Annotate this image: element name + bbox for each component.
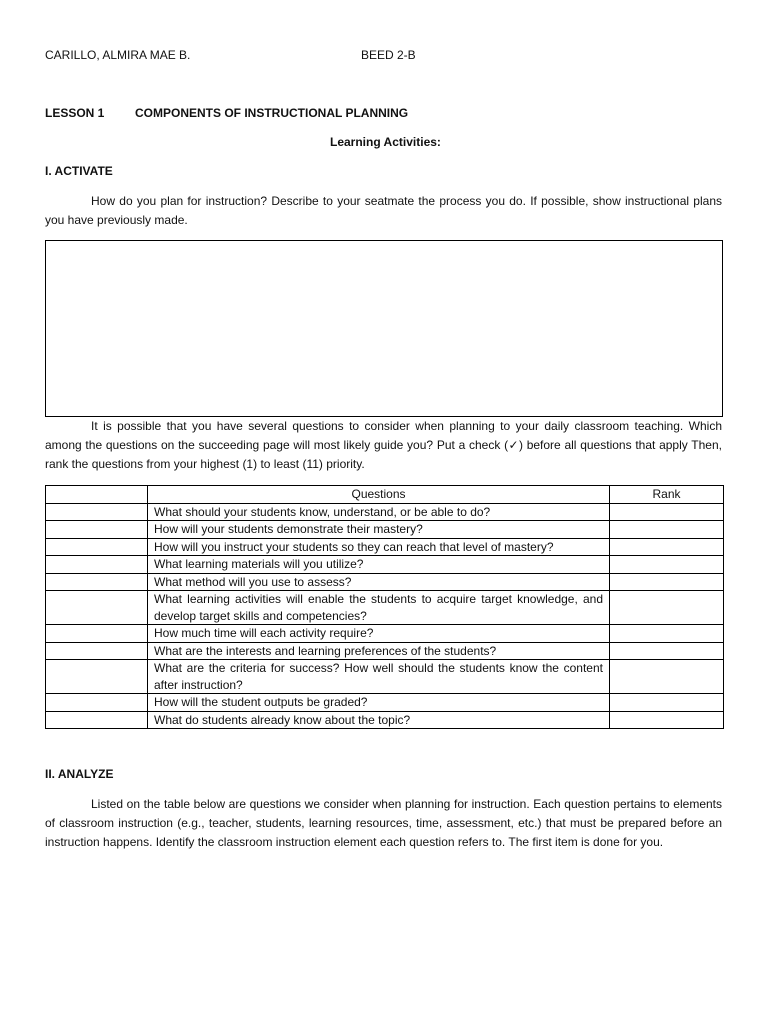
- check-cell[interactable]: [46, 521, 148, 539]
- analyze-instructions: Listed on the table below are questions we consider when planning for instruction. Each question pertains to elements of classroom instruction (e.g., teacher, students, learning resources, time, assessment, etc.) that must be prepared before an instruction happens. Identify the classroom instruction element each question refers to. The first item is done for you.: [45, 797, 722, 849]
- table-row: [46, 660, 724, 694]
- question-cell: What are the interests and learning preferences of the students?: [148, 642, 610, 660]
- check-cell[interactable]: [46, 642, 148, 660]
- activate-prompt: How do you plan for instruction? Describe to your seatmate the process you do. If possible, show instructional plans you have previously made.: [45, 194, 722, 227]
- table-row: [46, 591, 724, 625]
- question-cell: What do students already know about the topic?: [148, 711, 610, 729]
- question-cell: How will your students demonstrate their mastery?: [148, 521, 610, 539]
- question-cell: What should your students know, understand, or be able to do?: [148, 503, 610, 521]
- check-cell[interactable]: [46, 503, 148, 521]
- table-header-row: [46, 486, 724, 504]
- question-cell: What are the criteria for success? How well should the students know the content after instruction?: [148, 660, 610, 694]
- rank-cell[interactable]: [610, 694, 724, 712]
- table-row: [46, 538, 724, 556]
- rank-cell[interactable]: [610, 711, 724, 729]
- rank-cell[interactable]: [610, 642, 724, 660]
- check-cell[interactable]: [46, 556, 148, 574]
- rank-cell[interactable]: [610, 503, 724, 521]
- question-cell: What method will you use to assess?: [148, 573, 610, 591]
- learning-activities-title: Learning Activities:: [330, 135, 441, 149]
- table-row: [46, 711, 724, 729]
- check-column-header: [46, 486, 148, 504]
- check-cell[interactable]: [46, 573, 148, 591]
- rank-column-header: Rank: [610, 486, 724, 504]
- questions-table: [45, 485, 724, 729]
- table-row: [46, 521, 724, 539]
- question-cell: How will the student outputs be graded?: [148, 694, 610, 712]
- question-cell: What learning activities will enable the students to acquire target knowledge, and develop target skills and competencies?: [148, 591, 610, 625]
- table-row: [46, 503, 724, 521]
- lesson-number: LESSON 1: [45, 106, 105, 120]
- check-cell[interactable]: [46, 660, 148, 694]
- rank-cell[interactable]: [610, 556, 724, 574]
- check-cell[interactable]: [46, 538, 148, 556]
- table-row: [46, 694, 724, 712]
- check-cell[interactable]: [46, 625, 148, 643]
- activate-instructions: It is possible that you have several questions to consider when planning to your daily classroom teaching. Which among the questions on the succeeding page will most likely guide you? Put a check (✓) before all questions that apply Then, rank the questions from your highest (1) to least (11) priority.: [45, 419, 722, 471]
- question-cell: How much time will each activity require?: [148, 625, 610, 643]
- analyze-heading: II. ANALYZE: [45, 767, 114, 781]
- lesson-title: COMPONENTS OF INSTRUCTIONAL PLANNING: [135, 106, 409, 120]
- rank-cell[interactable]: [610, 573, 724, 591]
- question-cell: What learning materials will you utilize?: [148, 556, 610, 574]
- table-row: [46, 556, 724, 574]
- rank-cell[interactable]: [610, 521, 724, 539]
- check-cell[interactable]: [46, 711, 148, 729]
- check-cell[interactable]: [46, 591, 148, 625]
- table-row: [46, 625, 724, 643]
- rank-cell[interactable]: [610, 538, 724, 556]
- questions-column-header: Questions: [148, 486, 610, 504]
- section-label: BEED 2-B: [361, 48, 416, 62]
- rank-cell[interactable]: [610, 625, 724, 643]
- question-cell: How will you instruct your students so they can reach that level of mastery?: [148, 538, 610, 556]
- student-name: CARILLO, ALMIRA MAE B.: [45, 48, 191, 62]
- table-row: [46, 573, 724, 591]
- answer-box[interactable]: [45, 240, 723, 417]
- check-cell[interactable]: [46, 694, 148, 712]
- activate-heading: I. ACTIVATE: [45, 164, 113, 178]
- rank-cell[interactable]: [610, 591, 724, 625]
- rank-cell[interactable]: [610, 660, 724, 694]
- table-row: [46, 642, 724, 660]
